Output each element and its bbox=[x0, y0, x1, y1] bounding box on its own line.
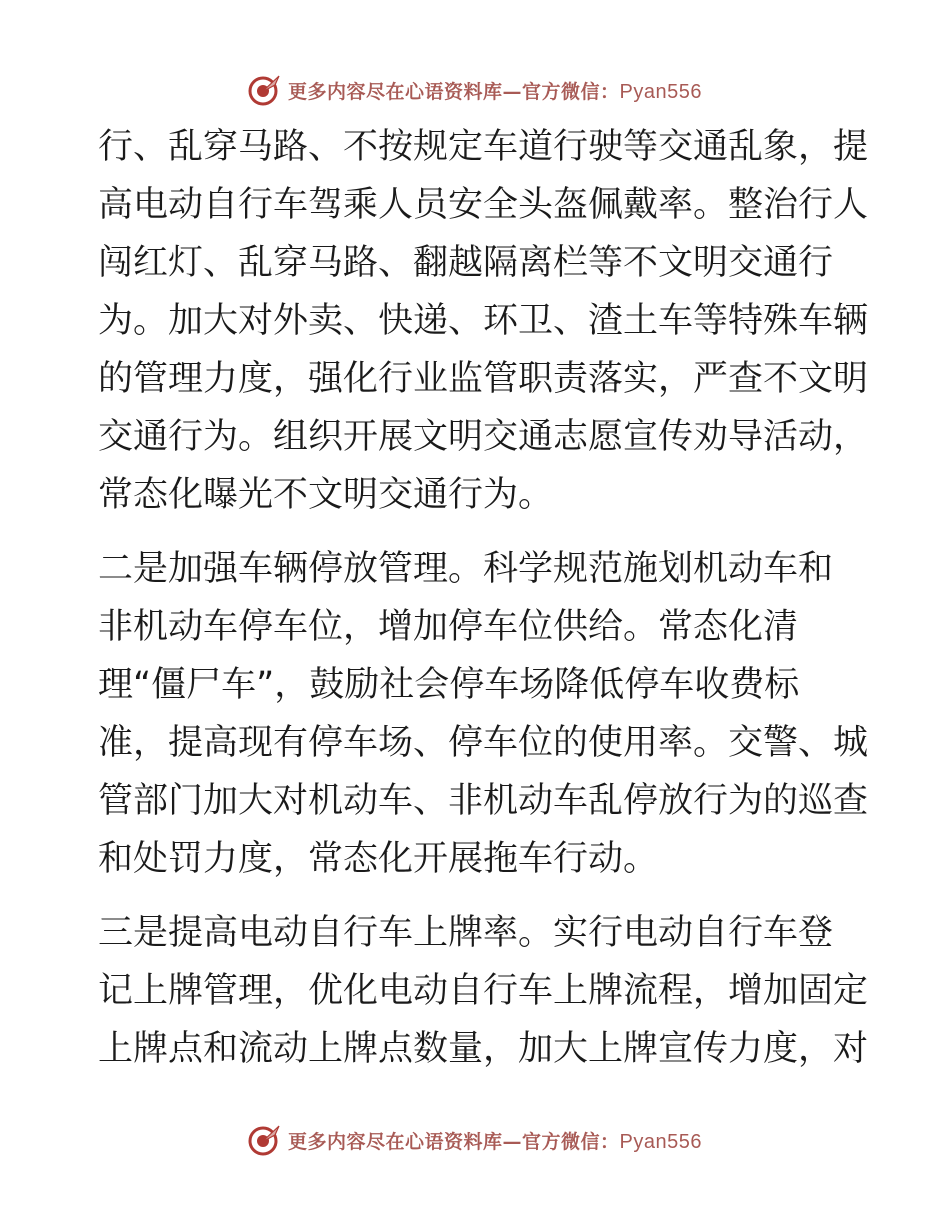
footer-banner bbox=[0, 1120, 950, 1160]
paragraph-3 bbox=[98, 904, 869, 1078]
paragraph-line: 管部门加大对机动车、非机动车乱停放行为的巡查 bbox=[98, 781, 869, 821]
quill-logo-icon bbox=[248, 73, 282, 107]
paragraph-2 bbox=[98, 540, 869, 888]
footer-banner-wechat-id: Pyan556 bbox=[619, 1130, 702, 1153]
paragraph-line: 高电动自行车驾乘人员安全头盔佩戴率。整治行人 bbox=[98, 185, 869, 225]
paragraph-line: 非机动车停车位，增加停车位供给。常态化清 bbox=[98, 607, 799, 647]
paragraph-line: 准，提高现有停车场、停车位的使用率。交警、城 bbox=[98, 723, 869, 763]
paragraph-line: 和处罚力度，常态化开展拖车行动。 bbox=[98, 839, 659, 879]
paragraph-line: 为。加大对外卖、快递、环卫、渣土车等特殊车辆 bbox=[98, 301, 869, 341]
paragraph-line: 行、乱穿马路、不按规定车道行驶等交通乱象，提 bbox=[98, 127, 869, 167]
header-banner-text bbox=[288, 77, 702, 104]
footer-banner-cn: 更多内容尽在心语资料库—官方微信： bbox=[288, 1130, 620, 1153]
paragraph-line: 二是加强车辆停放管理。科学规范施划机动车和 bbox=[98, 549, 834, 589]
paragraph-line: 交通行为。组织开展文明交通志愿宣传劝导活动， bbox=[98, 417, 869, 457]
paragraph-line: 的管理力度，强化行业监管职责落实，严查不文明 bbox=[98, 359, 869, 399]
paragraph-line: 理“僵尸车”，鼓励社会停车场降低停车收费标 bbox=[98, 665, 800, 705]
header-banner bbox=[0, 70, 950, 110]
paragraph-1 bbox=[98, 118, 869, 524]
paragraph-line: 记上牌管理，优化电动自行车上牌流程，增加固定 bbox=[98, 971, 869, 1011]
document-body bbox=[98, 118, 869, 1078]
header-banner-wechat-id: Pyan556 bbox=[619, 80, 702, 103]
paragraph-line: 常态化曝光不文明交通行为。 bbox=[98, 475, 554, 515]
paragraph-line: 上牌点和流动上牌点数量，加大上牌宣传力度，对 bbox=[98, 1029, 869, 1069]
quill-logo-icon bbox=[248, 1123, 282, 1157]
footer-banner-text bbox=[288, 1127, 702, 1154]
paragraph-line: 闯红灯、乱穿马路、翻越隔离栏等不文明交通行 bbox=[98, 243, 834, 283]
paragraph-line: 三是提高电动自行车上牌率。实行电动自行车登 bbox=[98, 913, 834, 953]
header-banner-cn: 更多内容尽在心语资料库—官方微信： bbox=[288, 80, 620, 103]
